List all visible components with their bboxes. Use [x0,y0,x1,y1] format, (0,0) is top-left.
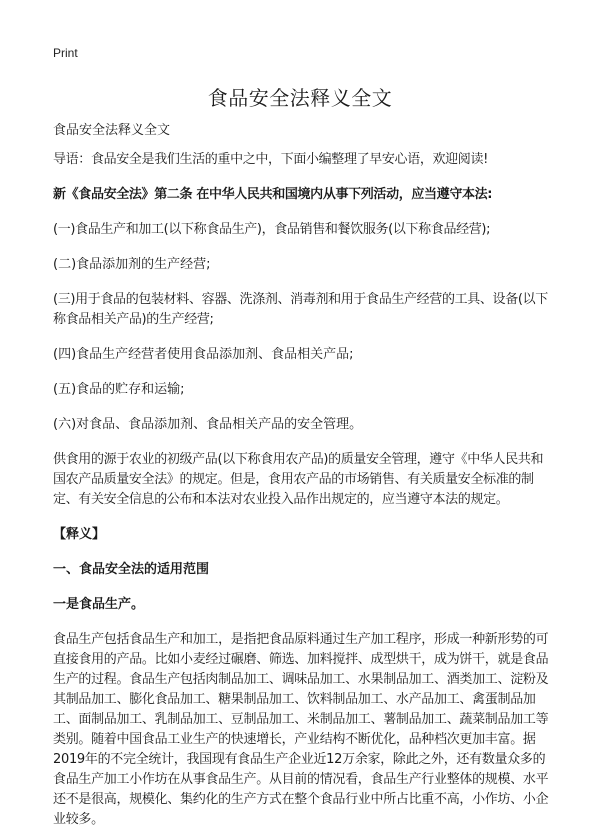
document-body [53,121,551,830]
list-item: (五)食品的贮存和运输; [53,382,185,397]
document-subtitle: 食品安全法释义全文 [53,123,171,138]
list-item: (三)用于食品的包装材料、容器、洗涤剂、消毒剂和用于食品生产经营的工具、设备(以下称食品相关产品)的生产经营; [53,292,548,327]
production-paragraph: 食品生产包括食品生产和加工，是指把食品原料通过生产加工程序，形成一种新形势的可直接食用的产品。比如小麦经过碾磨、筛选、加料搅拌、成型烘干，成为饼干，就是食品生产的过程。食品生产包括肉制品加工、调味品加工、水果制品加工、酒类加工、淀粉及其制品加工、膨化食品加工、糖果制品加工、饮料制品加工、水产品加工、禽蛋制品加工、面制品加工、乳制品加工、豆制品加工、米制品加工、薯制品加工、蔬菜制品加工等类别。随着中国食品工业生产的快速增长，产业结构不断优化，品种档次更加丰富。据2019年的不完全统计，我国现有食品生产企业近12万余家，除此之外，还有数量众多的食品生产加工小作坊在从事食品生产。从目前的情况看，食品生产行业整体的规模、水平还不是很高，规模化、集约化的生产方式在整个食品行业中所占比重不高，小作坊、小企业较多。 [53,632,549,827]
subsection-heading: 一是食品生产。 [53,597,145,612]
agri-products-paragraph: 供食用的源于农业的初级产品(以下称食用农产品)的质量安全管理，遵守《中华人民共和国农产品质量安全法》的规定。但是，食用农产品的市场销售、有关质量安全标准的制定、有关安全信息的公布和本法对农业投入品作出规定的，应当遵守本法的规定。 [53,452,544,507]
section-heading: 一、食品安全法的适用范围 [53,562,210,577]
intro-paragraph: 导语：食品安全是我们生活的重中之中，下面小编整理了早安心语，欢迎阅读! [53,152,488,167]
page-title: 食品安全法释义全文 [207,86,393,110]
print-link[interactable]: Print [53,46,78,60]
interpretation-label: 【释义】 [53,527,106,542]
article-heading: 新《食品安全法》第二条 在中华人民共和国境内从事下列活动，应当遵守本法: [53,187,493,202]
list-item: (二)食品添加剂的生产经营; [53,257,211,272]
list-item: (一)食品生产和加工(以下称食品生产)，食品销售和餐饮服务(以下称食品经营); [53,222,491,237]
list-item: (六)对食品、食品添加剂、食品相关产品的安全管理。 [53,417,363,432]
list-item: (四)食品生产经营者使用食品添加剂、食品相关产品; [53,347,354,362]
